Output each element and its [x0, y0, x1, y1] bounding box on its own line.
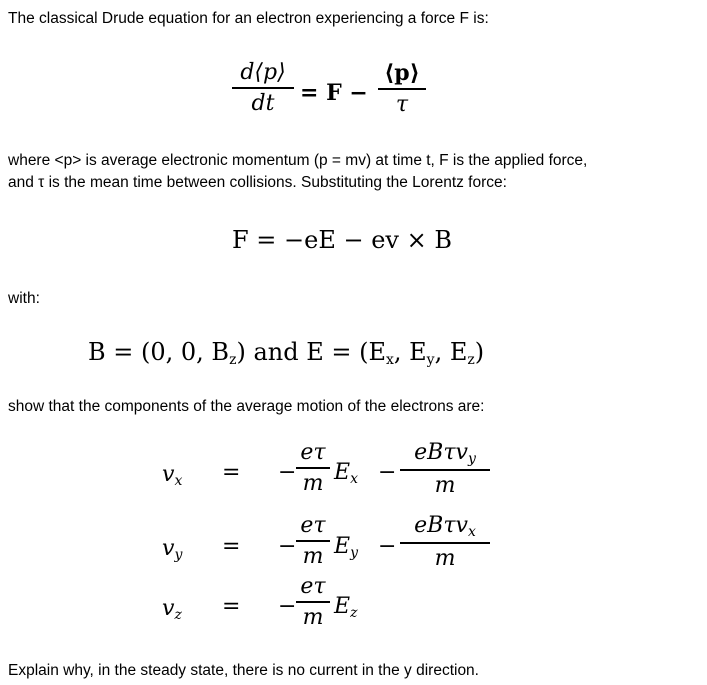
definition-line-1: where <p> is average electronic momentum (p = mv) at time t, F is the applied force,: [8, 152, 588, 169]
show-text: show that the components of the average motion of the electrons are:: [8, 398, 485, 415]
dt-denominator: dt: [251, 90, 275, 116]
with-text: with:: [8, 290, 40, 307]
tau-denominator: τ: [395, 91, 409, 117]
definition-line-2: and τ is the mean time between collisions. Substituting the Lorentz force:: [8, 174, 507, 191]
vx-lhs: $v_x$: [162, 462, 183, 489]
drude-mid: = F −: [300, 80, 368, 106]
p-numerator: ⟨p⟩: [384, 60, 420, 86]
vy-lhs: $v_y$: [162, 536, 183, 563]
field-definitions: B = (0, 0, $B_z$) and $E = (E_x$, $E_y$, $E_z$): [88, 338, 485, 368]
question-text: Explain why, in the steady state, there is no current in the y direction.: [8, 662, 479, 679]
vz-lhs: $v_z$: [162, 596, 182, 623]
dp-numerator: d⟨p⟩: [240, 60, 286, 85]
intro-text: The classical Drude equation for an electron experiencing a force F is:: [8, 10, 489, 27]
lorentz-equation: F = −eE − ev × B: [232, 226, 452, 254]
